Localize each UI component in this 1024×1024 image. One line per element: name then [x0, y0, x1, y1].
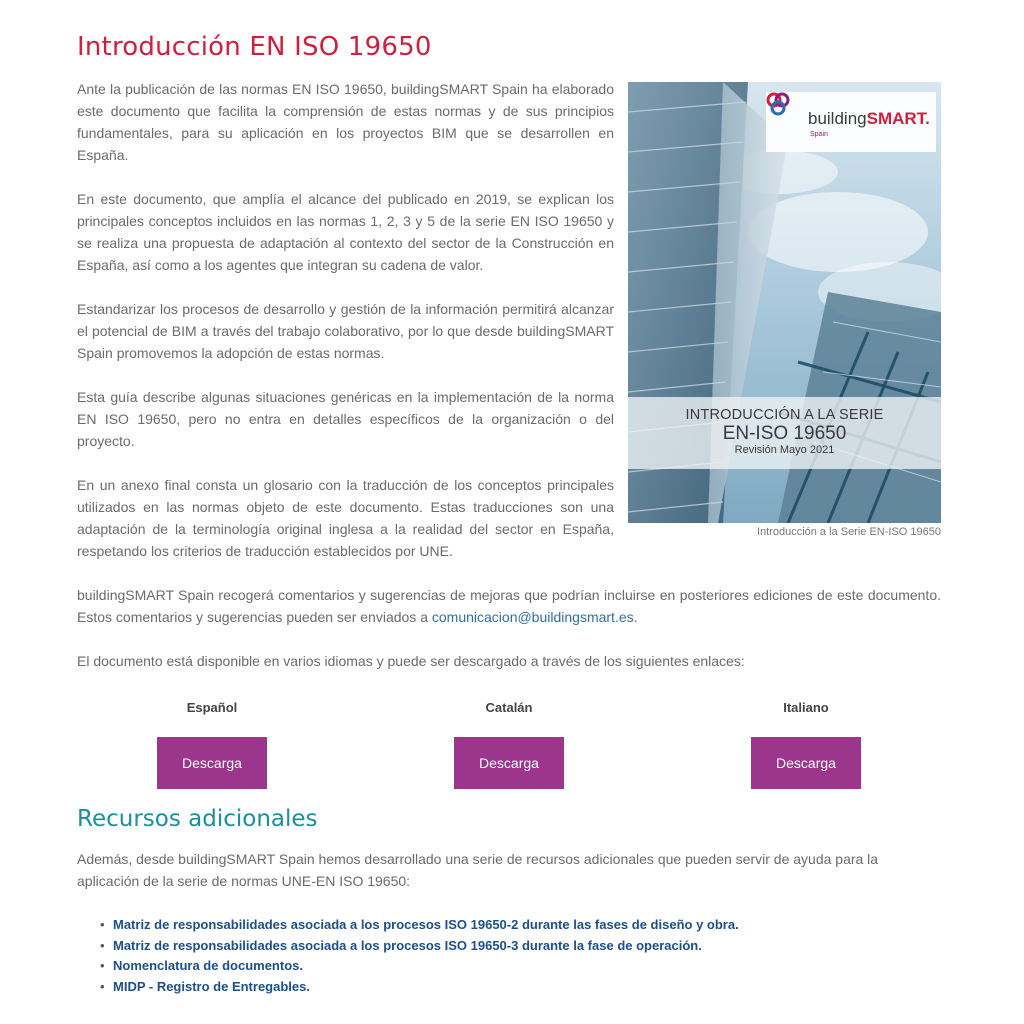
logo-subtitle: Spain	[810, 131, 828, 138]
list-item	[113, 936, 739, 957]
intro-text	[77, 78, 614, 584]
resource-link-matrix-19650-2[interactable]: Matriz de responsabilidades asociada a los procesos ISO 19650-2 durante las fases de diseño y obra.	[113, 917, 739, 932]
intro-paragraph: Estandarizar los procesos de desarrollo y gestión de la información permitirá alcanzar el potencial de BIM a través del trabajo colaborativo, por lo que desde buildingSMART Spain promovemos la adopción de estas normas.	[77, 301, 614, 361]
list-item	[113, 915, 739, 936]
download-language-label: Catalán	[485, 700, 533, 715]
download-spanish	[112, 700, 312, 789]
download-language-label: Español	[186, 700, 238, 715]
resource-link-nomenclature[interactable]: Nomenclatura de documentos.	[113, 958, 303, 973]
page-title: Introducción EN ISO 19650	[77, 32, 432, 62]
feedback-paragraph: buildingSMART Spain recogerá comentarios y sugerencias de mejoras que podrían incluirse en posteriores ediciones de este documento. Estos comentarios y sugerencias pueden ser enviados a comunicacion@buildingsmart.es.	[77, 587, 941, 625]
download-italian	[706, 700, 906, 789]
cover-title-line: INTRODUCCIÓN A LA SERIE	[685, 407, 884, 423]
buildingsmart-logo-icon	[766, 92, 790, 116]
intro-paragraph: En un anexo final consta un glosario con la traducción de los conceptos principales utilizados en las normas objeto de este documento. Estas traducciones son una adaptación de la terminología original inglesa a la realidad del sector en España, respetando los criterios de traducción establecidos por UNE.	[77, 477, 614, 559]
buildingsmart-logo	[766, 92, 936, 152]
intro-paragraph: Ante la publicación de las normas EN ISO 19650, buildingSMART Spain ha elaborado este documento que facilita la comprensión de estas normas y de sus principios fundamentales, para su aplicación en los proyectos BIM que se desarrollen en España.	[77, 81, 614, 163]
contact-email-link[interactable]: comunicacion@buildingsmart.es	[431, 609, 634, 625]
cover-title-band	[628, 397, 941, 469]
resource-link-matrix-19650-3[interactable]: Matriz de responsabilidades asociada a los procesos ISO 19650-3 durante la fase de operación.	[113, 937, 702, 953]
download-catalan-button[interactable]: Descarga	[454, 737, 564, 789]
intro-paragraph: En este documento, que amplía el alcance del publicado en 2019, se explican los principales conceptos incluidos en las normas 1, 2, 3 y 5 de la serie EN ISO 19650 y se realiza una propuesta de adaptación al contexto del sector de la Construcción en España, así como a los agentes que integran su cadena de valor.	[77, 191, 614, 273]
list-item	[113, 977, 739, 998]
resources-title: Recursos adicionales	[77, 806, 318, 832]
download-spanish-button[interactable]: Descarga	[157, 737, 267, 789]
cover-revision: Revisión Mayo 2021	[734, 444, 835, 456]
list-item	[113, 956, 739, 977]
cover-title-main: EN-ISO 19650	[722, 423, 847, 444]
cover-caption: Introducción a la Serie EN-ISO 19650	[756, 526, 941, 538]
languages-paragraph: El documento está disponible en varios idiomas y puede ser descargado a través de los siguientes enlaces:	[77, 653, 745, 669]
download-language-label: Italiano	[783, 700, 829, 715]
resource-link-midp[interactable]: MIDP - Registro de Entregables.	[113, 978, 310, 994]
resources-description: Además, desde buildingSMART Spain hemos desarrollado una serie de recursos adicionales que pueden servir de ayuda para la aplicación de la serie de normas UNE-EN ISO 19650:	[77, 851, 879, 889]
download-catalan	[409, 700, 609, 789]
document-cover-image[interactable]	[628, 82, 941, 523]
download-italian-button[interactable]: Descarga	[751, 737, 861, 789]
intro-paragraph: Esta guía describe algunas situaciones genéricas en la implementación de la norma EN ISO 19650, pero no entra en detalles específicos de la organización o del proyecto.	[77, 389, 614, 449]
logo-wordmark: buildingSMART.	[808, 109, 930, 128]
resources-list	[77, 915, 739, 997]
